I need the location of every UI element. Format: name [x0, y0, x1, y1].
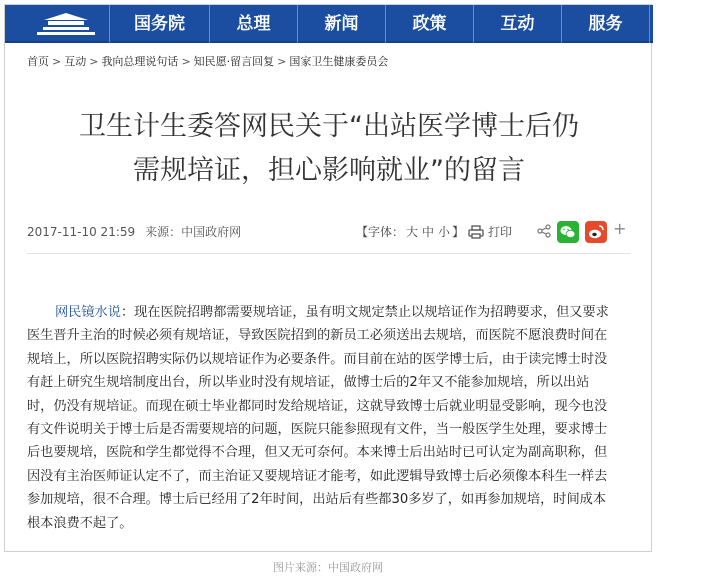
share-icon[interactable] — [537, 224, 551, 238]
article-line: 医生晋升主治的时候必须有规培证，导致医院招到的新员工必须送出去规培，而医院不愿浪费时间在 — [27, 328, 608, 344]
print-button[interactable] — [468, 222, 512, 242]
breadcrumb — [27, 54, 388, 70]
article-line: 后也要规培，医院和学生都觉得不合理，但又无可奈何。本来博士后出站时已可认定为副高职称，但 — [27, 445, 608, 461]
article-meta — [27, 222, 241, 242]
article-line: 因没有主治医师证认定不了，而主治证又要规培证才能考，如此逻辑导致博士后必须像本科生一样去 — [27, 468, 608, 484]
nav-item-zhengce[interactable]: 政策 — [385, 5, 473, 43]
weibo-icon[interactable] — [585, 221, 607, 243]
print-label: 打印 — [488, 225, 513, 239]
font-size-large[interactable]: 大 — [406, 225, 419, 239]
breadcrumb-replies[interactable]: 知民愿·留言回复 — [193, 55, 275, 68]
breadcrumb-separator: > — [277, 55, 287, 68]
page-title-line-2: 需规培证，担心影响就业”的留言 — [133, 155, 525, 186]
article-body — [27, 301, 635, 535]
speaker-name: 网民镜水说 — [55, 305, 121, 320]
font-size-label: 【字体： — [356, 225, 405, 239]
publish-date: 2017-11-10 21:59 — [27, 225, 136, 239]
breadcrumb-separator: > — [181, 55, 191, 68]
nav-item-hudong[interactable]: 互动 — [473, 5, 561, 43]
gov-logo-icon[interactable] — [35, 11, 97, 37]
printer-icon — [468, 225, 484, 239]
font-size-small[interactable]: 小 — [438, 225, 451, 239]
breadcrumb-home[interactable]: 首页 — [27, 55, 49, 68]
plus-icon[interactable]: + — [613, 219, 627, 238]
breadcrumb-health-commission[interactable]: 国家卫生健康委员会 — [289, 55, 389, 68]
image-caption: 图片来源：中国政府网 — [273, 561, 383, 574]
page-title-line-1: 卫生计生委答网民关于“出站医学博士后仍 — [79, 111, 579, 142]
font-size-medium[interactable]: 中 — [422, 225, 435, 239]
nav-item-shuju[interactable]: 数据 — [649, 5, 709, 43]
article-line: 参加规培，很不合理。博士后已经用了2年时间，出站后有些都30多岁了，如再参加规培，时间成本 — [27, 492, 607, 508]
nav-item-xinwen[interactable]: 新闻 — [297, 5, 385, 43]
article-line: 根本浪费不起了。 — [27, 515, 133, 531]
wechat-icon[interactable] — [557, 221, 579, 243]
article-line: 有文件说明关于博士后是否需要规培的问题，医院只能参照现有文件，当一般医学生处理，要求博士 — [27, 421, 608, 437]
article-line: 规培上，所以医院招聘实际仍以规培证作为必要条件。而目前在站的医学博士后，由于读完博士时没 — [27, 351, 608, 367]
source-label: 来源： — [145, 225, 182, 239]
nav-item-guowuyuan[interactable]: 国务院 — [109, 5, 209, 43]
breadcrumb-message-premier[interactable]: 我向总理说句话 — [101, 55, 179, 68]
font-size-selector — [356, 222, 464, 242]
nav-item-zongli[interactable]: 总理 — [209, 5, 297, 43]
font-size-close: 】 — [452, 225, 465, 239]
article-line: 时，仍没有规培证。而现在硕士毕业都同时发给规培证，这就导致博士后就业明显受影响，现今也没 — [27, 398, 608, 414]
article-line: 网民镜水说：现在医院招聘都需要规培证，虽有明文规定禁止以规培证作为招聘要求，但又要求 — [55, 305, 609, 320]
top-nav — [5, 5, 697, 43]
breadcrumb-hudong[interactable]: 互动 — [64, 55, 87, 68]
nav-item-fuwu[interactable]: 服务 — [561, 5, 649, 43]
article-line: 有赶上研究生规培制度出台，所以毕业时没有规培证，做博士后的2年又不能参加规培，所以出站 — [27, 375, 590, 391]
breadcrumb-separator: > — [89, 55, 99, 68]
source-name: 中国政府网 — [181, 225, 242, 239]
article-screenshot — [4, 4, 697, 552]
breadcrumb-separator: > — [52, 55, 62, 68]
meta-divider — [27, 253, 631, 254]
